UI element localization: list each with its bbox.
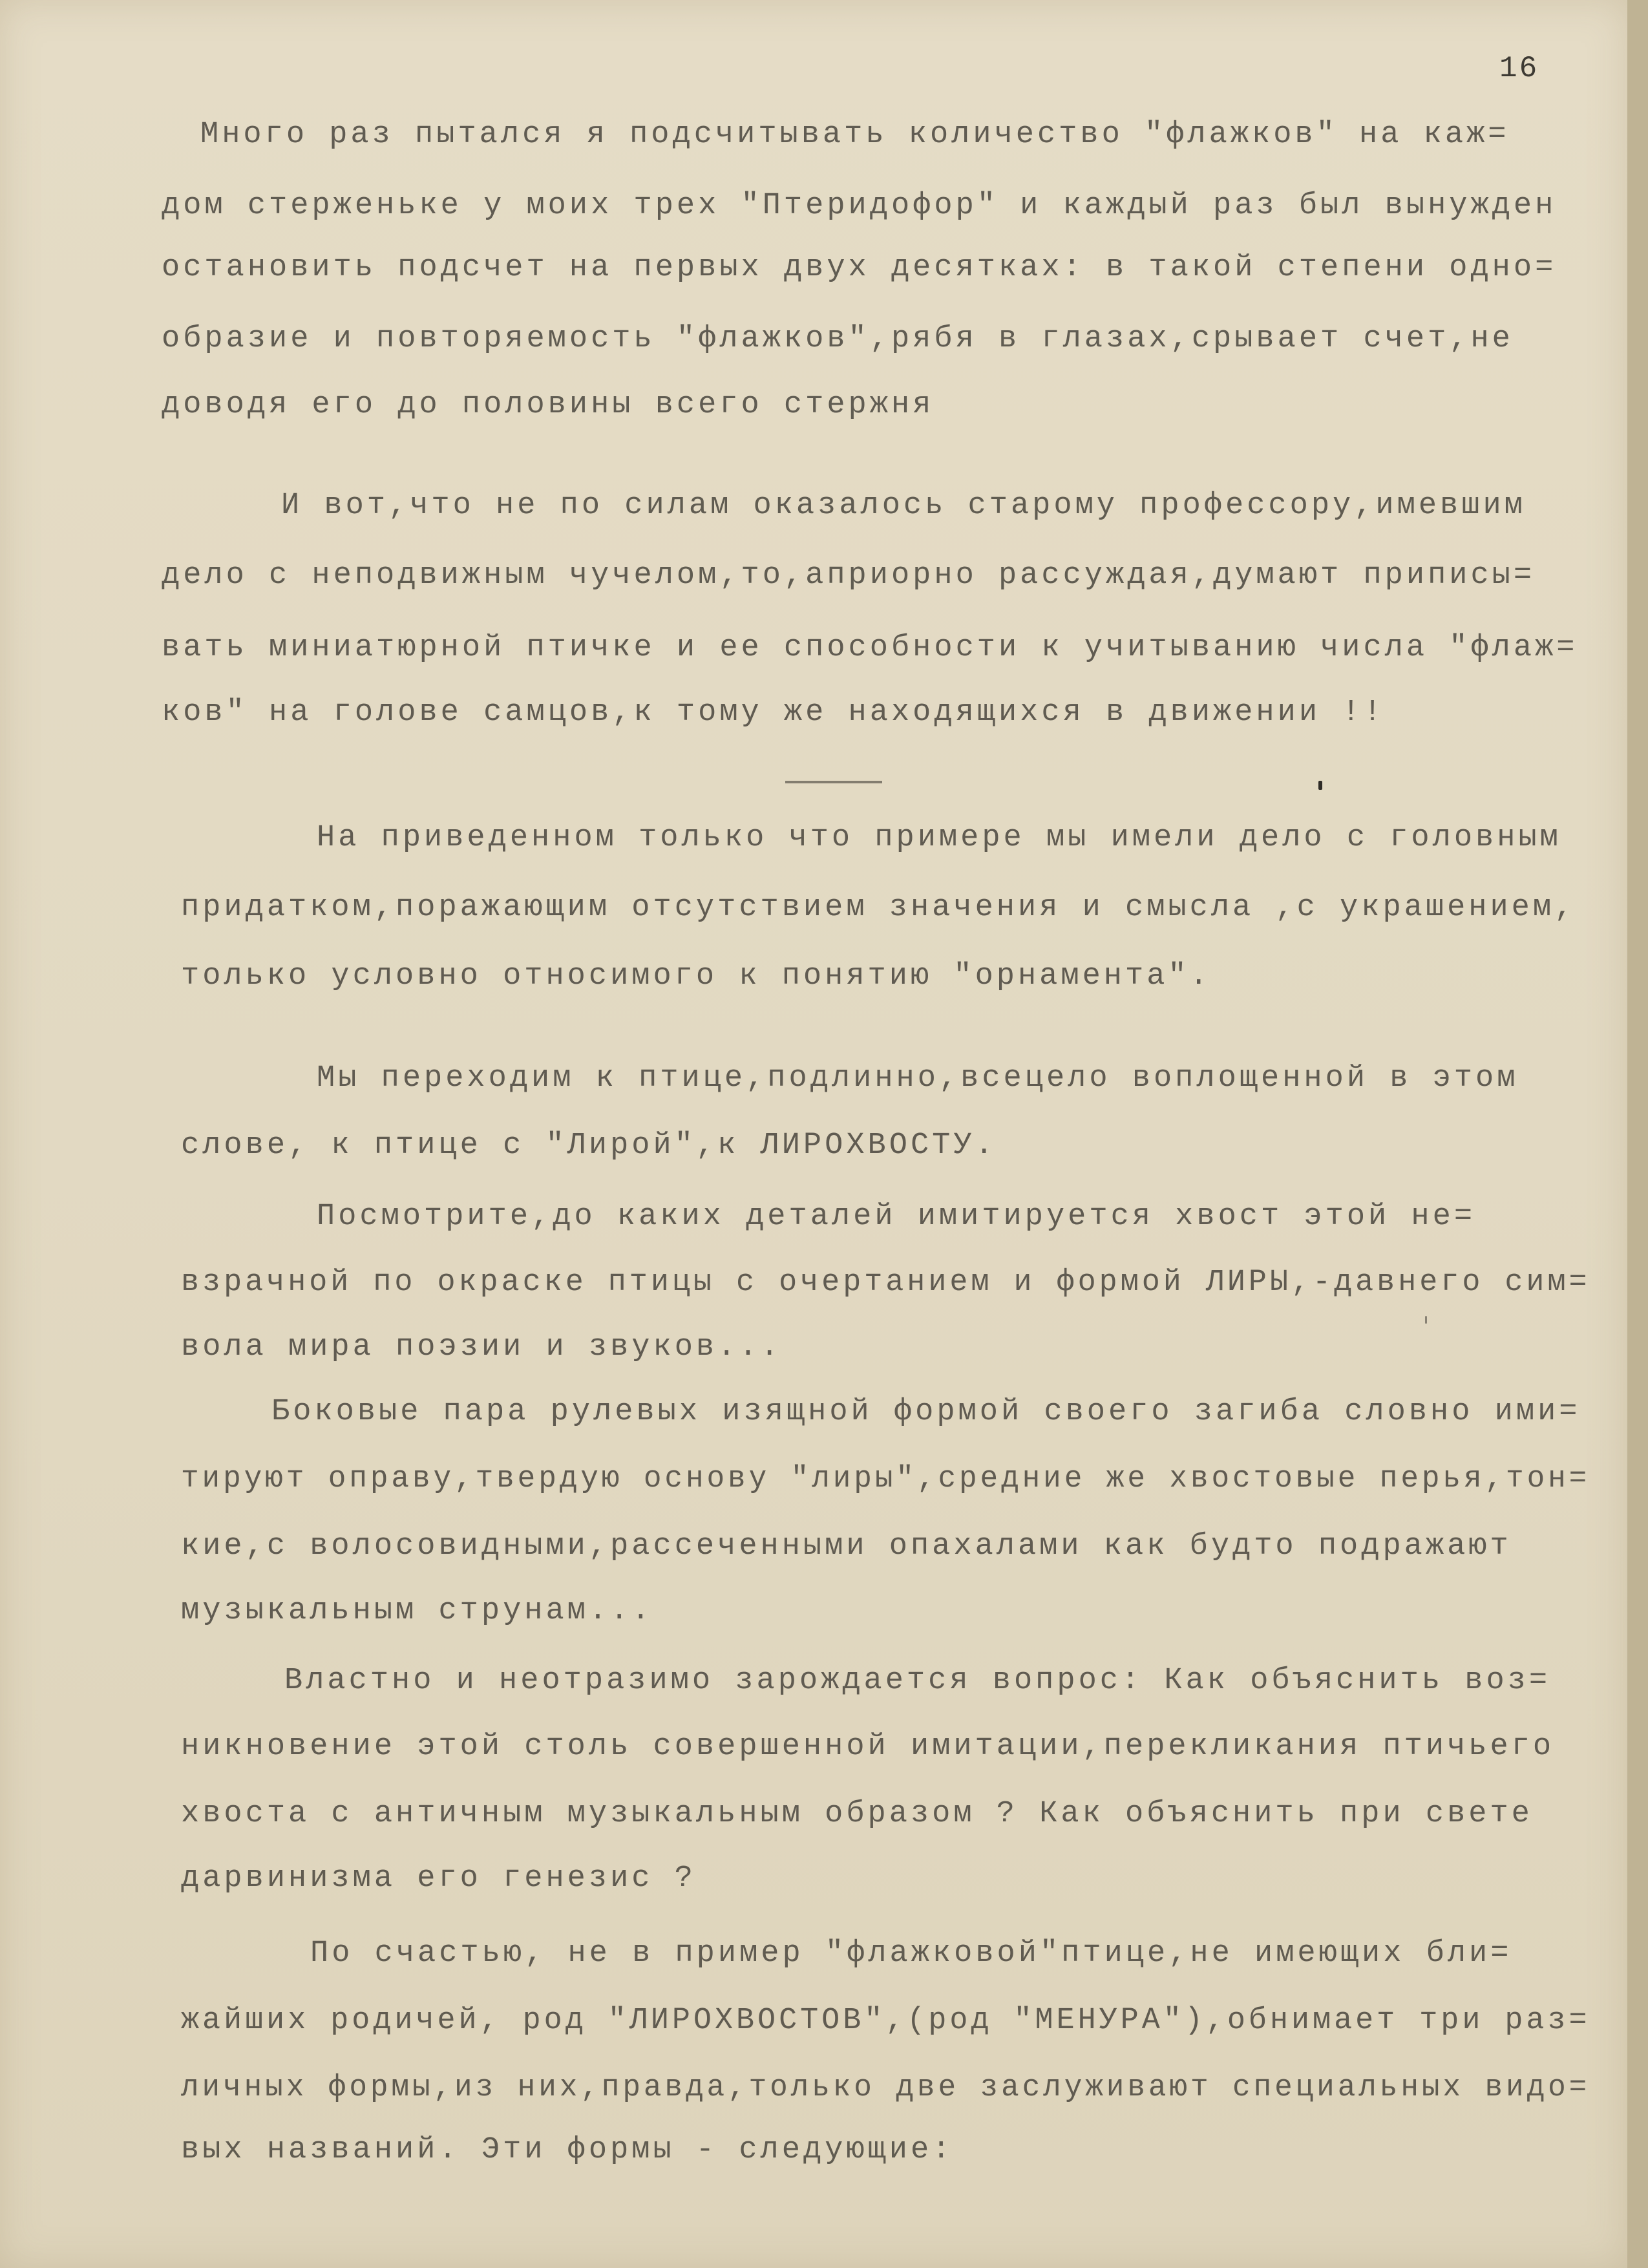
text-line: Боковые пара рулевых изящной формой своего загиба словно ими=	[271, 1395, 1581, 1429]
text-line: дело с неподвижным чучелом,то,априорно рассуждая,думают приписы=	[162, 558, 1536, 593]
text-line: вых названий. Эти формы - следующие:	[181, 2133, 954, 2167]
text-line: слове, к птице с "Лирой",к ЛИРОХВОСТУ.	[181, 1129, 997, 1163]
text-line: На приведенном только что примере мы имели дело с головным	[317, 821, 1561, 855]
text-line: взрачной по окраске птицы с очертанием и формой ЛИРЫ,-давнего сим=	[181, 1266, 1590, 1300]
text-line: образие и повторяемость "флажков",рябя в глазах,срывает счет,не	[162, 322, 1514, 356]
section-divider	[785, 781, 882, 783]
paper-speck	[1425, 1316, 1427, 1324]
page-number: 16	[1499, 52, 1539, 85]
text-line: дом стерженьке у моих трех "Птеридофор" и каждый раз был вынужден	[162, 189, 1557, 223]
text-line: только условно относимого к понятию "орнамента".	[181, 959, 1211, 993]
text-line: Посмотрите,до каких деталей имитируется хвост этой не=	[317, 1200, 1476, 1234]
text-line: дарвинизма его генезис ?	[181, 1861, 696, 1896]
text-line: По счастью, не в пример "флажковой"птице,не имеющих бли=	[310, 1936, 1512, 1971]
text-line: Властно и неотразимо зарождается вопрос: Как объяснить воз=	[284, 1664, 1551, 1698]
text-line: Много раз пытался я подсчитывать количество "флажков" на каж=	[200, 118, 1510, 152]
text-line: тируют оправу,твердую основу "лиры",средние же хвостовые перья,тон=	[181, 1462, 1590, 1496]
text-line: личных формы,из них,правда,только две заслуживают специальных видо=	[181, 2071, 1590, 2105]
text-line: никновение этой столь совершенной имитации,перекликания птичьего	[181, 1730, 1555, 1764]
text-line: музыкальным струнам...	[181, 1594, 653, 1628]
text-line: кие,с волосовидными,рассеченными опахалами как будто подражают	[181, 1529, 1512, 1563]
page-edge	[1627, 0, 1648, 2268]
text-line: Мы переходим к птице,подлинно,всецело воплощенной в этом	[317, 1061, 1519, 1096]
text-line: хвоста с античным музыкальным образом ? Как объяснить при свете	[181, 1797, 1533, 1831]
text-line: остановить подсчет на первых двух десятках: в такой степени одно=	[162, 251, 1557, 285]
text-line: ков" на голове самцов,к тому же находящихся в движении !!	[162, 695, 1385, 730]
text-line: И вот,что не по силам оказалось старому профессору,имевшим	[281, 489, 1526, 523]
text-line: доводя его до половины всего стержня	[162, 388, 935, 422]
paper-speck	[1318, 781, 1322, 790]
text-line: придатком,поражающим отсутствием значения и смысла ,с украшением,	[181, 891, 1576, 925]
text-line: жайших родичей, род "ЛИРОХВОСТОВ",(род "МЕНУРА"),обнимает три раз=	[181, 2004, 1590, 2038]
text-line: вола мира поэзии и звуков...	[181, 1330, 782, 1364]
text-line: вать миниатюрной птичке и ее способности к учитыванию числа "флаж=	[162, 631, 1578, 665]
